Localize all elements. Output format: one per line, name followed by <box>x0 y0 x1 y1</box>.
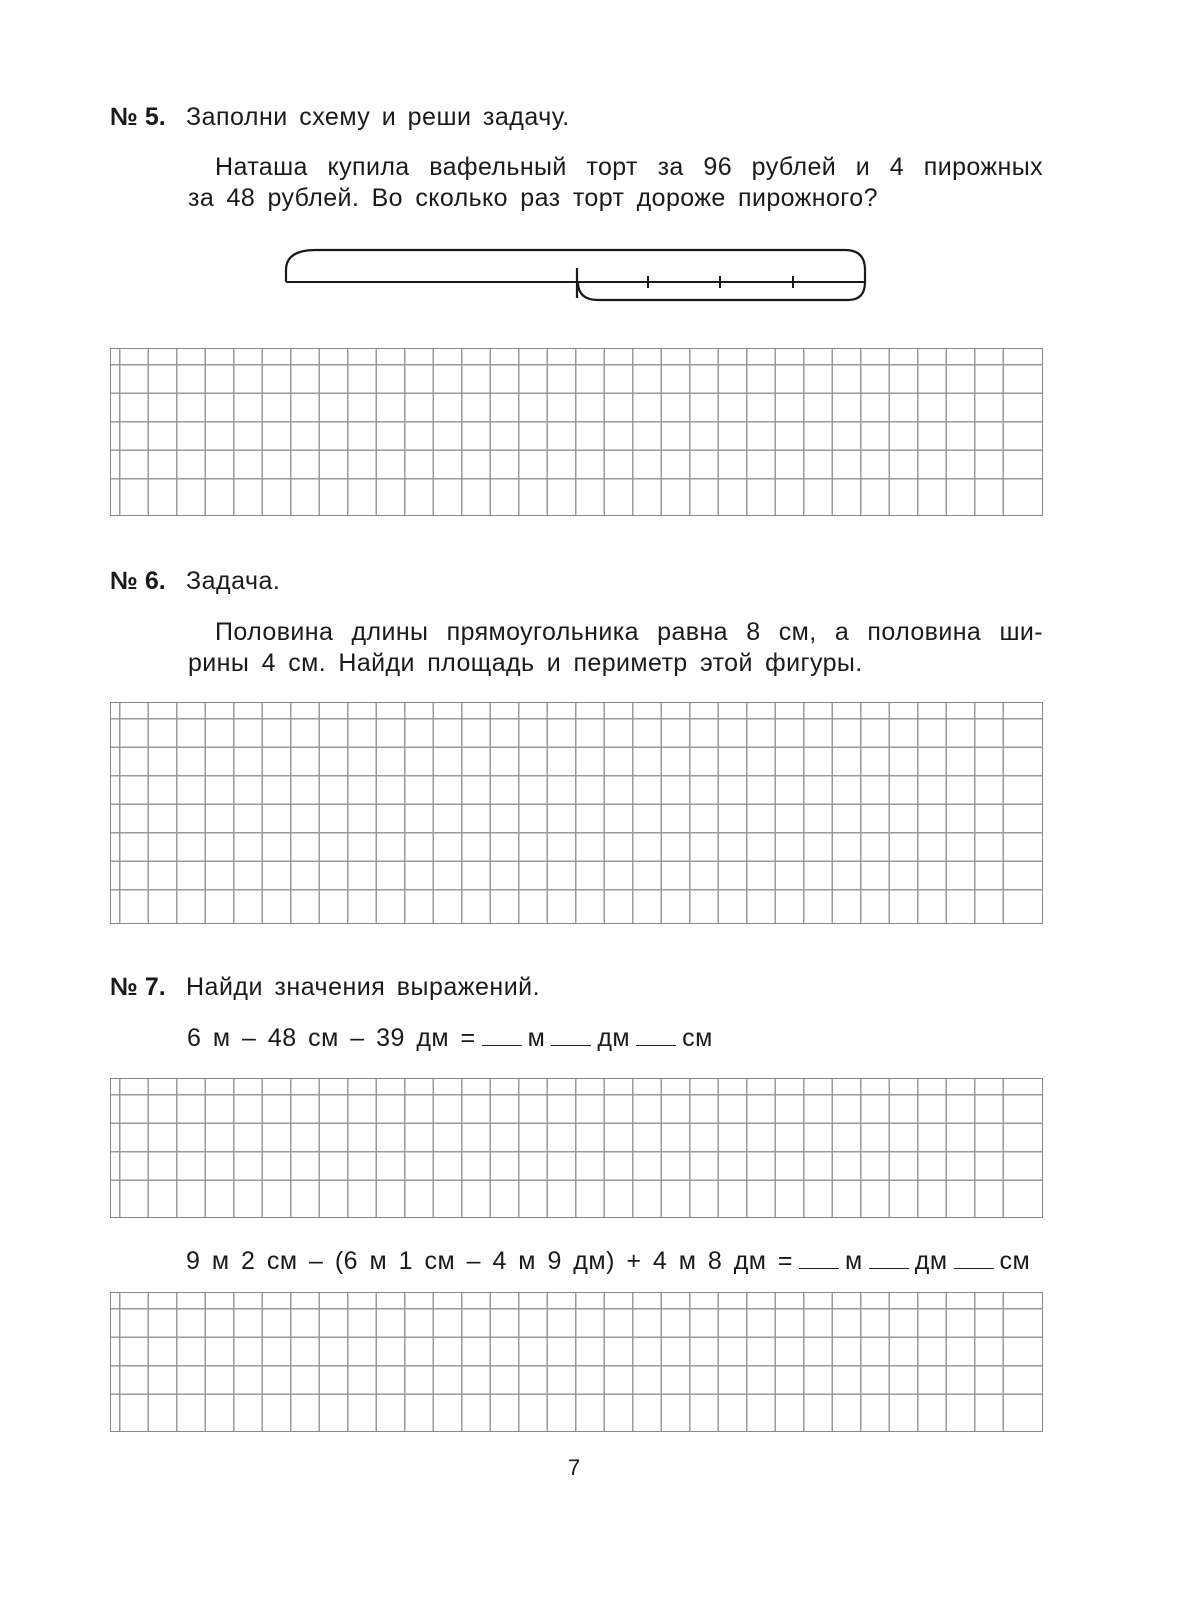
task6-line1: Половина длины прямоугольника равна 8 см, а половина ши- <box>215 618 1043 646</box>
expression-1 <box>187 1024 713 1053</box>
answer-grid-task6[interactable] <box>110 702 1043 924</box>
page-number: 7 <box>568 1455 581 1480</box>
expression-2 <box>186 1247 1030 1276</box>
answer-blank-m[interactable] <box>482 1045 522 1046</box>
task5-number: № 5. <box>110 103 166 131</box>
answer-grid-expression-2[interactable] <box>110 1292 1043 1432</box>
answer-blank-m[interactable] <box>799 1268 839 1269</box>
task6-number: № 6. <box>110 567 166 595</box>
answer-blank-dm[interactable] <box>869 1268 909 1269</box>
task7-title: Найди значения выражений. <box>186 973 541 1001</box>
answer-blank-cm[interactable] <box>954 1268 994 1269</box>
answer-grid-task5[interactable] <box>110 348 1043 516</box>
task5-line1: Наташа купила вафельный торт за 96 рублей и 4 пирожных <box>215 153 1043 181</box>
unit-cm: см <box>999 1247 1031 1275</box>
task6-title: Задача. <box>186 567 281 595</box>
expression-2-text: 9 м 2 см – (6 м 1 см – 4 м 9 дм) + 4 м 8 дм = <box>186 1247 794 1275</box>
answer-grid-expression-1[interactable] <box>110 1078 1043 1218</box>
unit-cm: см <box>682 1024 713 1052</box>
task5-title: Заполни схему и реши задачу. <box>186 103 570 131</box>
task7-number: № 7. <box>110 973 166 1001</box>
task6-line2: рины 4 см. Найди площадь и периметр этой фигуры. <box>188 649 863 677</box>
expression-1-text: 6 м – 48 см – 39 дм = <box>187 1024 476 1052</box>
unit-dm: дм <box>914 1247 948 1275</box>
answer-blank-cm[interactable] <box>636 1045 676 1046</box>
unit-dm: дм <box>597 1024 631 1052</box>
answer-blank-dm[interactable] <box>551 1045 591 1046</box>
task6-text <box>188 617 1043 679</box>
unit-m: м <box>845 1247 863 1275</box>
segment-scheme[interactable] <box>0 0 1200 320</box>
task5-line2: за 48 рублей. Во сколько раз торт дороже пирожного? <box>188 184 878 212</box>
unit-m: м <box>527 1024 546 1052</box>
